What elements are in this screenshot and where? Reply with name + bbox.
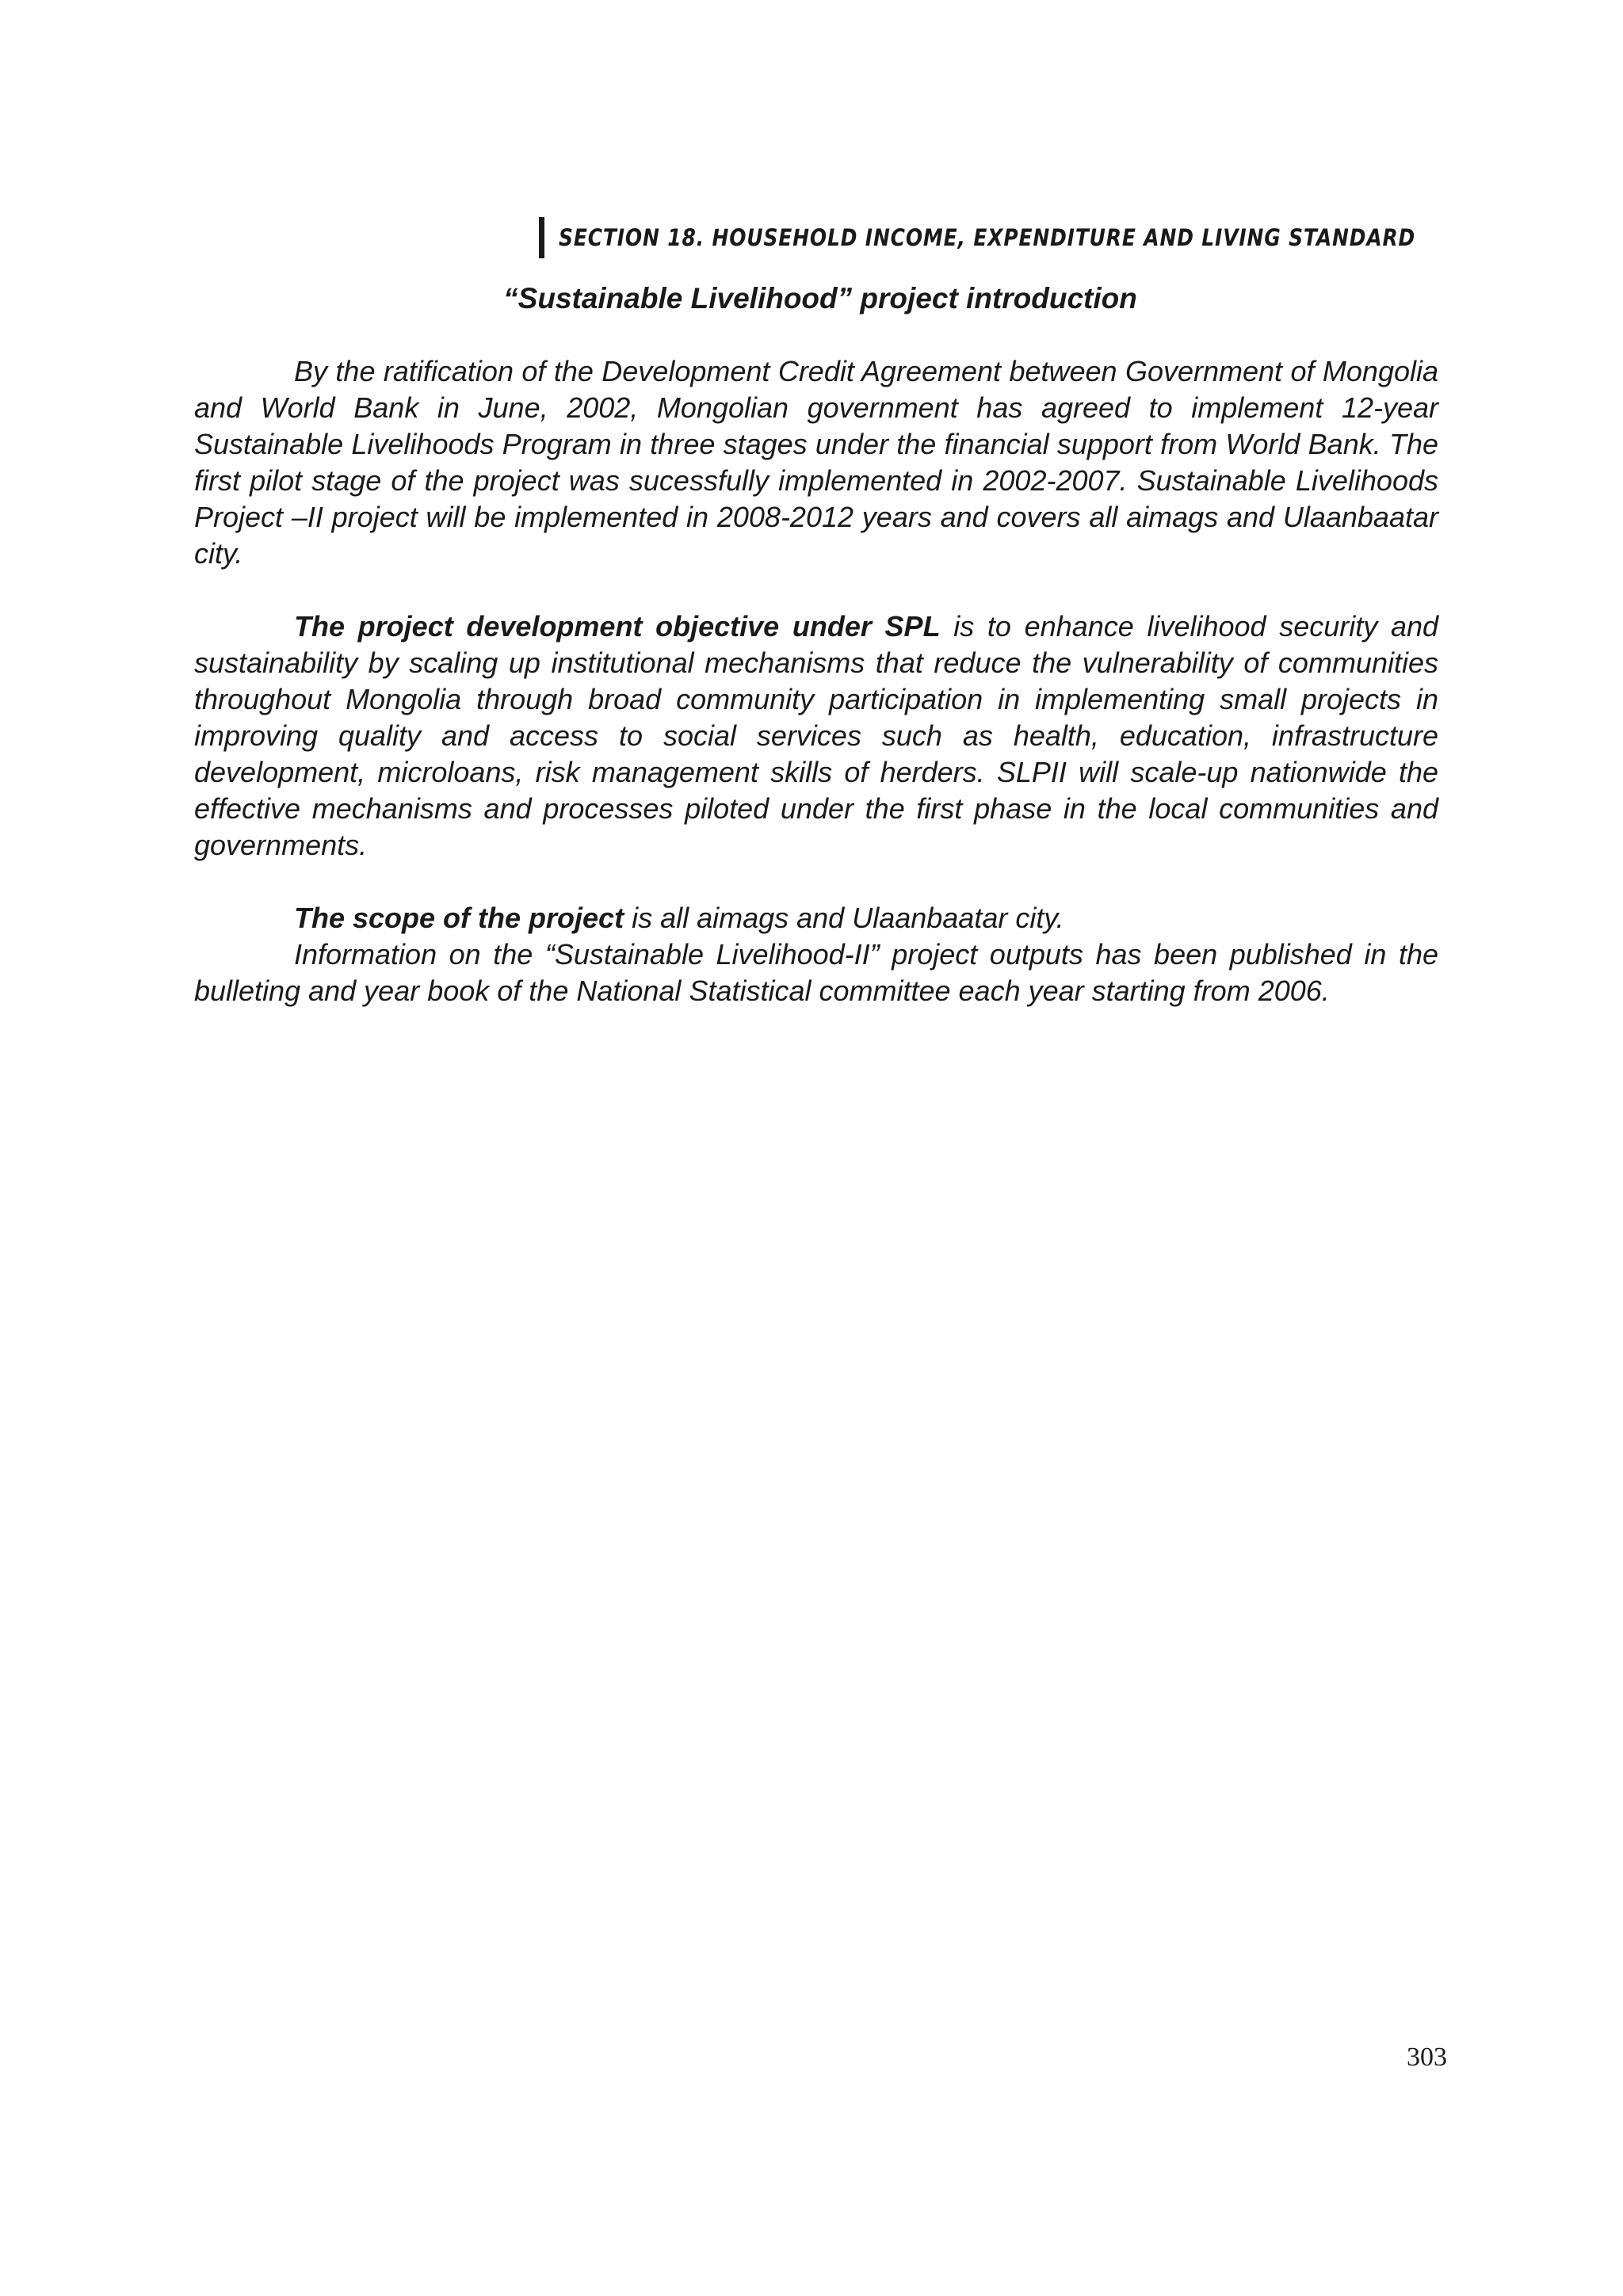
paragraph-ratification: By the ratification of the Development Credit Agreement between Government of Mongolia and World Bank in June, 2002, Mongolian government has agreed to implement 12-year Sustainable Livelihoods Program in three stages under the financial support from World Bank. The first pilot stage of the project was sucessfully implemented in 2002-2007. Sustainable Livelihoods Project –II project will be implemented in 2008-2012 years and covers all aimags and Ulaanbaatar city.	[194, 355, 1438, 570]
document-title: “Sustainable Livelihood” project introduction	[503, 282, 1137, 315]
paragraph-scope-lead: The scope of the project	[294, 902, 624, 934]
paragraph-objective-lead: The project development objective under SPL	[294, 610, 941, 643]
section-title: SECTION 18. HOUSEHOLD INCOME, EXPENDITURE AND LIVING STANDARD	[559, 224, 1416, 251]
section-marker-bar	[539, 217, 544, 258]
paragraph-objective	[194, 608, 1438, 864]
section-header	[539, 215, 1447, 260]
paragraph-scope	[194, 900, 1438, 936]
document-body	[194, 353, 1438, 1009]
paragraph-objective-text: is to enhance livelihood security and sustainability by scaling up institutional mechanisms that reduce the vulnerability of communities throughout Mongolia through broad community participation in implementing small projects in improving quality and access to social services such as health, education, infrastructure development, microloans, risk management skills of herders. SLPII will scale-up nationwide the effective mechanisms and processes piloted under the first phase in the local communities and governments.	[194, 610, 1439, 861]
page-number: 303	[1407, 2042, 1447, 2072]
paragraph-publication: Information on the “Sustainable Livelihood-II” project outputs has been published in the bulleting and year book of the National Statistical committee each year starting from 2006.	[194, 938, 1438, 1007]
paragraph-scope-text: is all aimags and Ulaanbaatar city.	[624, 902, 1064, 934]
